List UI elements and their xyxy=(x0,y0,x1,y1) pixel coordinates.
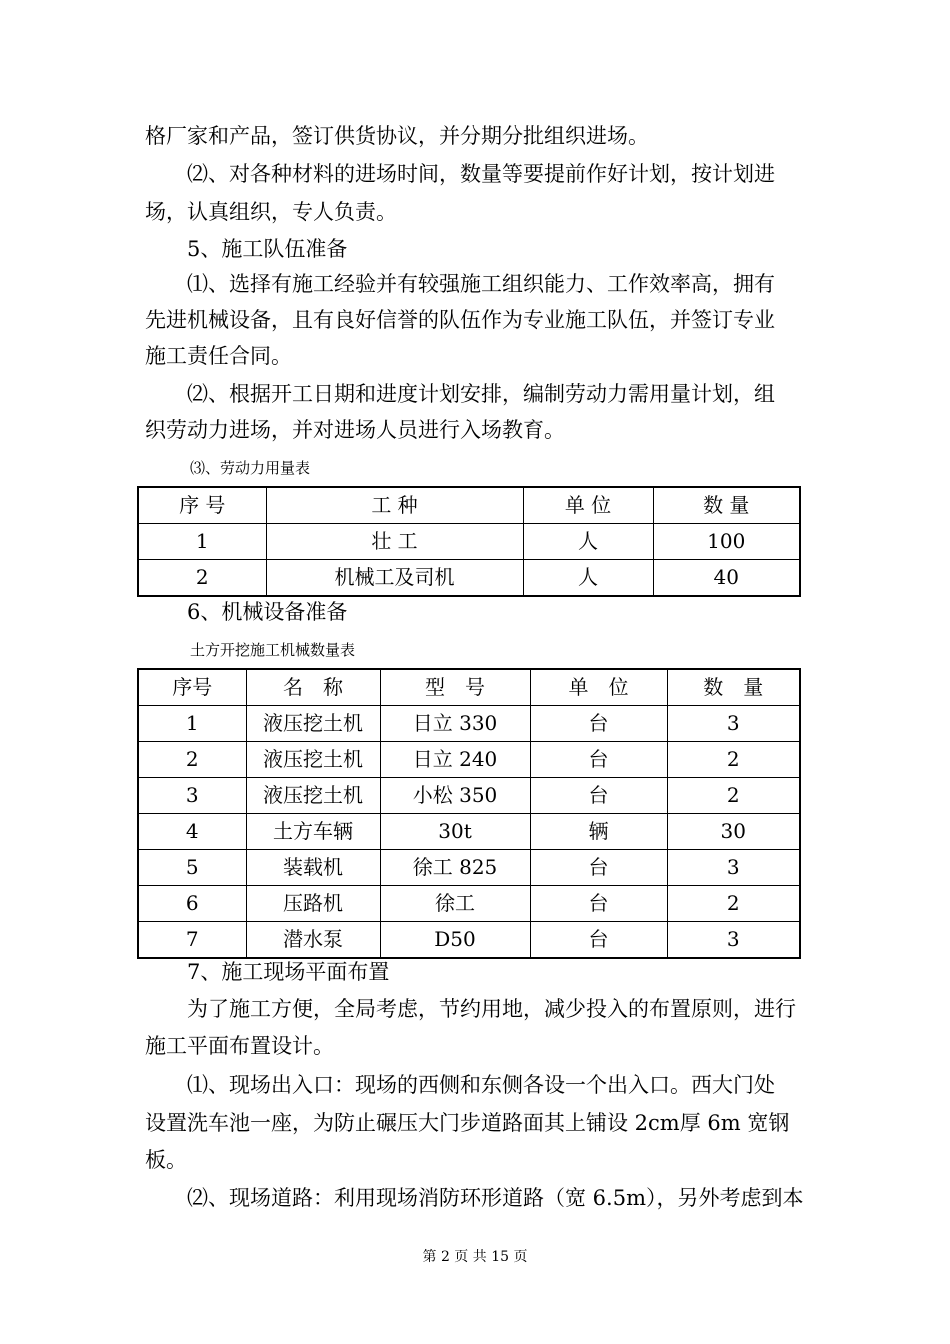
table-cell: 日立 330 xyxy=(380,706,530,742)
table-cell: 2 xyxy=(138,742,246,778)
paragraph-line: 为了施工方便，全局考虑，节约用地，减少投入的布置原则，进行 xyxy=(187,997,796,1021)
table-row xyxy=(138,886,800,922)
paragraph-line: ⑵、根据开工日期和进度计划安排，编制劳动力需用量计划，组 xyxy=(187,382,775,406)
table-row xyxy=(138,742,800,778)
header-cell: 单 位 xyxy=(530,669,667,706)
machine-table-caption: 土方开挖施工机械数量表 xyxy=(190,641,356,659)
paragraph-line: 格厂家和产品，签订供货协议，并分期分批组织进场。 xyxy=(145,124,649,148)
table-cell: 30 xyxy=(667,814,800,850)
header-cell: 工 种 xyxy=(266,487,523,524)
table-cell: 液压挖土机 xyxy=(246,778,380,814)
header-cell: 序号 xyxy=(138,669,246,706)
table-cell: 小松 350 xyxy=(380,778,530,814)
table-cell: 压路机 xyxy=(246,886,380,922)
table-cell: 台 xyxy=(530,742,667,778)
table-cell: 人 xyxy=(523,560,653,597)
table-cell: 4 xyxy=(138,814,246,850)
table-cell: 台 xyxy=(530,922,667,959)
table-cell: 2 xyxy=(667,778,800,814)
table-cell: 100 xyxy=(653,524,800,560)
paragraph-line: ⑵、对各种材料的进场时间，数量等要提前作好计划，按计划进 xyxy=(187,162,775,186)
table-cell: 液压挖土机 xyxy=(246,706,380,742)
paragraph-line: 场，认真组织，专人负责。 xyxy=(145,200,397,224)
table-cell: 人 xyxy=(523,524,653,560)
table-row xyxy=(138,778,800,814)
table-cell: 日立 240 xyxy=(380,742,530,778)
paragraph-line: 施工平面布置设计。 xyxy=(145,1034,334,1058)
paragraph-line: 板。 xyxy=(145,1148,187,1172)
paragraph-line: 施工责任合同。 xyxy=(145,344,292,368)
section-heading-7: 7、施工现场平面布置 xyxy=(187,960,390,984)
table-row xyxy=(138,560,800,597)
header-cell: 型 号 xyxy=(380,669,530,706)
table-header-row xyxy=(138,669,800,706)
paragraph-line: ⑵、现场道路：利用现场消防环形道路（宽 6.5m），另外考虑到本 xyxy=(187,1186,804,1210)
table-cell: 6 xyxy=(138,886,246,922)
table-cell: 台 xyxy=(530,850,667,886)
machine-table xyxy=(137,668,801,959)
table-cell: 液压挖土机 xyxy=(246,742,380,778)
table-cell: 40 xyxy=(653,560,800,597)
table-cell: D50 xyxy=(380,922,530,959)
section-heading-5: 5、施工队伍准备 xyxy=(187,237,348,261)
header-cell: 名 称 xyxy=(246,669,380,706)
table-cell: 台 xyxy=(530,778,667,814)
paragraph-line: 织劳动力进场，并对进场人员进行入场教育。 xyxy=(145,418,565,442)
table-cell: 1 xyxy=(138,706,246,742)
table-cell: 30t xyxy=(380,814,530,850)
table-cell: 徐工 825 xyxy=(380,850,530,886)
header-cell: 序 号 xyxy=(138,487,266,524)
table-cell: 7 xyxy=(138,922,246,959)
header-cell: 单 位 xyxy=(523,487,653,524)
table-cell: 2 xyxy=(138,560,266,597)
table-row xyxy=(138,706,800,742)
table-cell: 3 xyxy=(667,922,800,959)
paragraph-line: 设置洗车池一座，为防止碾压大门步道路面其上铺设 2cm厚 6m 宽钢 xyxy=(145,1111,790,1135)
table-cell: 台 xyxy=(530,886,667,922)
header-cell: 数 量 xyxy=(653,487,800,524)
page-footer: 第 2 页 共 15 页 xyxy=(422,1249,528,1265)
table-cell: 机械工及司机 xyxy=(266,560,523,597)
table-cell: 辆 xyxy=(530,814,667,850)
table-cell: 2 xyxy=(667,742,800,778)
paragraph-line: 先进机械设备，且有良好信誉的队伍作为专业施工队伍，并签订专业 xyxy=(145,308,775,332)
paragraph-line: ⑴、选择有施工经验并有较强施工组织能力、工作效率高，拥有 xyxy=(187,272,775,296)
table-cell: 装载机 xyxy=(246,850,380,886)
labor-table-caption: ⑶、劳动力用量表 xyxy=(190,459,311,477)
table-cell: 土方车辆 xyxy=(246,814,380,850)
header-cell: 数 量 xyxy=(667,669,800,706)
table-cell: 3 xyxy=(138,778,246,814)
table-cell: 徐工 xyxy=(380,886,530,922)
table-row xyxy=(138,850,800,886)
table-cell: 3 xyxy=(667,706,800,742)
labor-table xyxy=(137,486,801,597)
table-cell: 1 xyxy=(138,524,266,560)
table-cell: 潜水泵 xyxy=(246,922,380,959)
table-row xyxy=(138,524,800,560)
table-cell: 3 xyxy=(667,850,800,886)
section-heading-6: 6、机械设备准备 xyxy=(187,600,348,624)
table-header-row xyxy=(138,487,800,524)
table-cell: 壮 工 xyxy=(266,524,523,560)
paragraph-line: ⑴、现场出入口：现场的西侧和东侧各设一个出入口。西大门处 xyxy=(187,1073,775,1097)
table-cell: 2 xyxy=(667,886,800,922)
table-cell: 台 xyxy=(530,706,667,742)
table-cell: 5 xyxy=(138,850,246,886)
table-row xyxy=(138,814,800,850)
